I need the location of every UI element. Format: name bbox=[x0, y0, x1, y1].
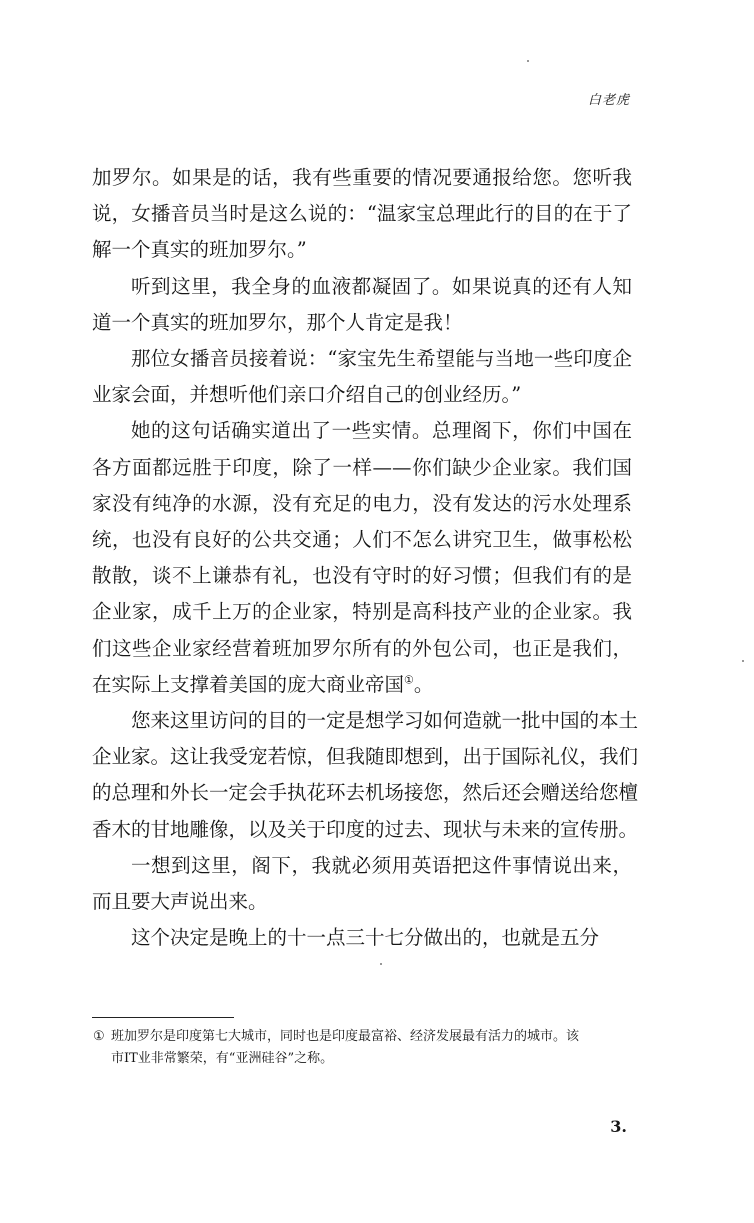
running-head-title: 白老虎 bbox=[587, 93, 630, 108]
paragraph bbox=[92, 160, 632, 269]
text-line: 们这些企业家经营着班加罗尔所有的外包公司，也正是我们， bbox=[92, 636, 632, 660]
footnote-line: 市IT业非常繁荣，有“亚洲硅谷”之称。 bbox=[111, 1051, 334, 1066]
text-line: 加罗尔。如果是的话，我有些重要的情况要通报给您。您听我 bbox=[92, 166, 632, 189]
scan-speck bbox=[527, 60, 529, 62]
footnote-reference[interactable]: ① bbox=[404, 673, 414, 687]
text-line: 家没有纯净的水源，没有充足的电力，没有发达的污水处理系 bbox=[92, 491, 632, 515]
body-text bbox=[92, 160, 639, 956]
text-line: 香木的甘地雕像，以及关于印度的过去、现状与未来的宣传册。 bbox=[92, 817, 639, 841]
text-line: 她的这句话确实道出了一些实情。总理阁下，你们中国在 bbox=[131, 419, 632, 443]
paragraph bbox=[92, 920, 632, 956]
text-line: 您来这里访问的目的一定是想学习如何造就一批中国的本土 bbox=[131, 709, 639, 733]
text-line: 统，也没有良好的公共交通；人们不怎么讲究卫生，做事松松 bbox=[92, 528, 632, 552]
text-line: 在实际上支撑着美国的庞大商业帝国 bbox=[92, 672, 405, 696]
page-number: 3. bbox=[610, 1117, 627, 1136]
footnote-line bbox=[93, 1026, 627, 1048]
scan-speck bbox=[742, 660, 744, 662]
text-line: 各方面都远胜于印度，除了一样——你们缺少企业家。我们国 bbox=[92, 455, 632, 479]
text-line: 散散，谈不上谦恭有礼，也没有守时的好习惯；但我们有的是 bbox=[92, 564, 632, 588]
paragraph bbox=[92, 848, 632, 920]
text-line: 企业家，成千上万的企业家，特别是高科技产业的企业家。我 bbox=[92, 600, 632, 624]
footnote-marker: ① bbox=[93, 1029, 105, 1044]
footnote-text: 班加罗尔是印度第七大城市，同时也是印度最富裕、经济发展最有活力的城市。该 bbox=[111, 1029, 580, 1044]
text-line: 道一个真实的班加罗尔，那个人肯定是我！ bbox=[92, 310, 463, 334]
text-line: 说，女播音员当时是这么说的：“温家宝总理此行的目的在于了 bbox=[92, 202, 632, 226]
text-line: 企业家。这让我受宠若惊，但我随即想到，出于国际礼仪，我们 bbox=[92, 745, 639, 769]
scan-speck bbox=[380, 963, 382, 965]
text-line: 那位女播音员接着说：“家宝先生希望能与当地一些印度企 bbox=[131, 347, 632, 371]
paragraph bbox=[92, 269, 632, 341]
footnote-divider bbox=[92, 1017, 234, 1018]
text-line: 解一个真实的班加罗尔。” bbox=[92, 238, 307, 262]
text-line: 业家会面，并想听他们亲口介绍自己的创业经历。” bbox=[92, 383, 522, 407]
paragraph bbox=[92, 341, 632, 413]
text-line-with-footnote bbox=[92, 667, 632, 703]
text-line: 听到这里，我全身的血液都凝固了。如果说真的还有人知 bbox=[131, 274, 632, 298]
text-line-tail: 。 bbox=[413, 672, 434, 696]
text-line: 的总理和外长一定会手执花环去机场接您，然后还会赠送给您檀 bbox=[92, 781, 639, 805]
text-line: 一想到这里，阁下，我就必须用英语把这件事情说出来， bbox=[131, 853, 632, 877]
text-line: 而且要大声说出来。 bbox=[92, 890, 268, 914]
footnote bbox=[93, 1026, 627, 1070]
text-line: 这个决定是晚上的十一点三十七分做出的，也就是五分 bbox=[131, 926, 600, 950]
paragraph bbox=[92, 703, 639, 848]
paragraph bbox=[92, 413, 632, 703]
